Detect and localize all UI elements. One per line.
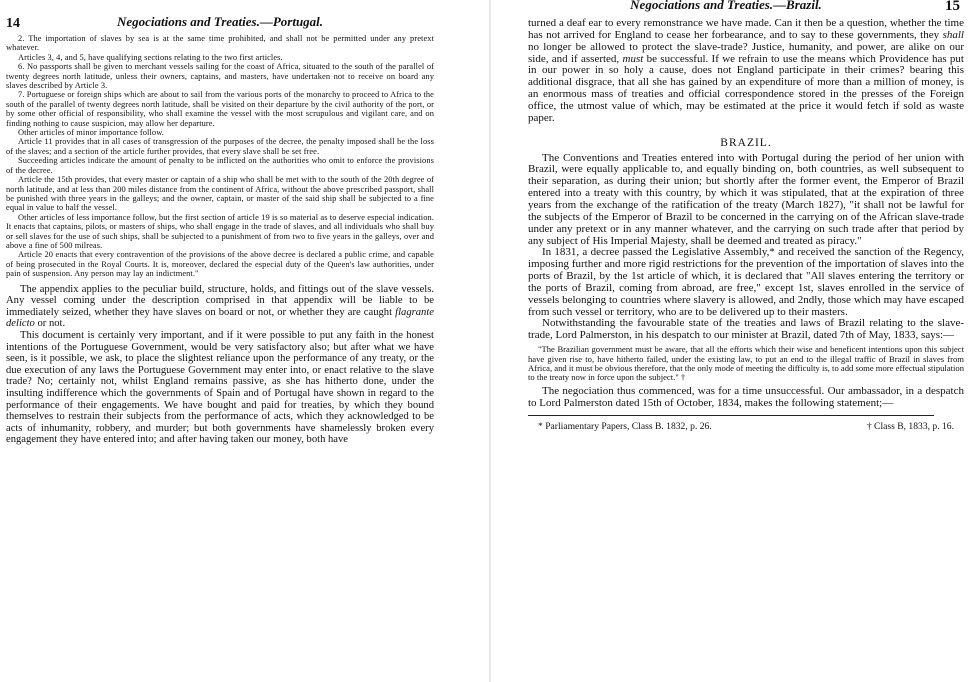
left-body-text [6,284,434,446]
section-heading-brazil: BRAZIL. [720,136,772,149]
decree-paragraph: 6. No passports shall be given to merchant vessels sailing for the coast of Africa, situated to the south of the parallel of twenty degrees north latitude, unless their owners, captains, and masters, have undertaken not to receive on board any slaves described by Article 3. [6,62,434,91]
right-page-number: 15 [945,0,960,14]
right-body-text-end [528,386,964,410]
decree-paragraph: Other articles of minor importance follow. [18,128,164,138]
decree-paragraph: 2. The importation of slaves by sea is at the same time prohibited, and shall not be permitted under any pretext whatever. [6,34,434,53]
decree-paragraph: Succeeding articles indicate the amount of penalty to be inflicted on the authorities who omit to enforce the provisions of the decree. [6,156,434,175]
footnotes [528,421,964,432]
decree-paragraph: 7. Portuguese or foreign ships which are about to sail from the various ports of the monarchy to proceed to Africa to the south of the parallel of twenty degrees north latitude, shall be visited on their departure by the civil authority of the port, or by some other official of responsibility, who shall examine the vessel with the most scrupulous and vigilant care, and on finding nothing to cause suspicion, may allow her departure. [6,90,434,128]
quote-paragraph: "The Brazilian government must be aware, that all the efforts which their wise and beneficent intentions upon this subject have given rise to, have hitherto failed, under the existing law, to put an end to the illegal traffic of Brazil in slaves from Africa, and it must be obvious therefore, that the only mode of meeting the difficulty is, to add some more effectual stipulation to the treaty now in force upon the subject." † [528,344,964,383]
notwithstanding-paragraph: Notwithstanding the favourable state of the treaties and laws of Brazil relating to the slave-trade, Lord Palmerston, in his despatch to our minister at Brazil, dated 7th of May, 1833, says:— [528,317,964,342]
left-page-number: 14 [6,16,20,31]
decree-1831-paragraph: In 1831, a decree passed the Legislative Assembly,* and received the sanction of the Regency, imposing further and more rigid restrictions for the prevention of the importation of slaves into the ports of Brazil, by the 1st article of which, it is declared that "All slaves entering the territory or the ports of Brazil, coming from abroad, are free," except 1st, slaves enrolled in the service of vessels belonging to countries where slavery is allowed, and 2ndly, those which may have escaped from such vessel or territory, who are to be delivered up to their masters. [528,246,964,318]
continuation-paragraph: turned a deaf ear to every remonstrance we have made. Can it then be a question, whether the time has not arrived for England to cease her forbearance, and to say to these governments, they shall no longer be allowed to protect the slave-trade? Justice, humanity, and power, are alike on our side, and if asserted, must be successful. If we refrain to use the means which Providence has put in our power in so holy a cause, does not England participate in their crimes? bearing this additional disgrace, that all she has gained by an expenditure of more than a million of money, is an enormous mass of treaties and official correspondence stored in the presses of the Foreign office, the utmost value of which, may be estimated at the price it would fetch if sold as waste paper. [528,17,964,124]
footnote-rule [528,415,934,416]
footnote: * Parliamentary Papers, Class B. 1832, p. 26. [538,421,712,433]
right-running-head: Negociations and Treaties.—Brazil. [630,0,822,12]
right-page-header [528,0,964,18]
conventions-paragraph: The Conventions and Treaties entered into with Portugal during the period of her union with Brazil, were equally applicable to, and equally binding on, both countries, as well subsequent to their separation, as during their union; but shortly after the former event, the Emperor of Brazil entered into a treaty with this country, by which it was stipulated, that at the expiration of three years from the exchange of the ratification of the treaty (March 1827), "it shall not be lawful for the subjects of the Emperor of Brazil to be concerned in the carrying on of the African slave-trade under any pretext or in any manner whatever, and the carrying on such trade after that period by any subject of His Imperial Majesty, shall be deemed and treated as piracy." [528,151,964,247]
decree-paragraph: Article 20 enacts that every contravention of the provisions of the above decree is declared a public crime, and capable of being prosecuted in the Royal Courts. It is, moreover, declared the especial duty of the Queen's law authorities, under pain of suspension. Any person may lay an indictment." [6,250,434,279]
right-page [490,0,980,682]
right-body-text [528,18,964,342]
decree-articles [6,34,434,279]
appendix-paragraph: The appendix applies to the peculiar build, structure, holds, and fittings out of the slave vessels. Any vessel coming under the description comprised in that appendix will be liable to be immediately seized, whether they have slaves on board or not, or whether they are caught flagrante delicto or not. [6,283,434,330]
decree-paragraph: Articles 3, 4, and 5, have qualifying sections relating to the two first articles. [18,52,283,62]
negociation-paragraph: The negociation thus commenced, was for a time unsuccessful. Our ambassador, in a despatch to Lord Palmerston dated 15th of October, 1834, makes the following statement;— [528,384,964,409]
palmerston-quote [528,345,964,383]
decree-paragraph: Article 11 provides that in all cases of transgression of the purposes of the decree, the penalty imposed shall be the loss of the slaves; and a section of the article further provides, that every slave shall be set free. [6,137,434,156]
left-running-head: Negociations and Treaties.—Portugal. [116,14,324,29]
decree-paragraph: Article the 15th provides, that every master or captain of a ship who shall be met with to the south of the 20th degree of north latitude, and at less than 200 miles distance from the continent of Africa, without the above prescribed passport, shall be punished with three years in the galleys; and the owner, captain, or master of the said ship shall be subjected to a fine equal in value to half the vessel. [6,175,434,213]
left-page-header [6,12,434,34]
footnote: † Class B, 1833, p. 16. [866,421,954,433]
document-paragraph: This document is certainly very important, and if it were possible to put any faith in the honest intentions of the Portuguese Government, would be very satisfactory also; but after what we have seen, is it possible, we ask, to place the slightest reliance upon the performance of any treaty, or the due execution of any laws the Portuguese Government may enter into, or enact relative to the slave trade? No; certainly not, whilst England remains passive, as she has hitherto done, under the insulting indifference which the governments of Spain and of Portugal have shown in regard to the performance of their engagements. We have bought and paid for treaties, by which they bound themselves to restrain their subjects from the performance of acts, which they acknowledged to be acts of inhumanity, robbery, and murder; but both governments have shamelessly broken every engagement they have entered into; and after having taken our money, both have [6,329,434,446]
decree-paragraph: Other articles of less importance follow, but the first section of article 19 is so material as to deserve especial indication. It enacts that captains, pilots, or masters of ships, who shall engage in the trade of slaves, and all individuals who shall buy or sell slaves for the use of such ships, shall be subjected to a punishment of from two to five years in the galleys, over and above a fine of 500 milreas. [6,212,434,250]
